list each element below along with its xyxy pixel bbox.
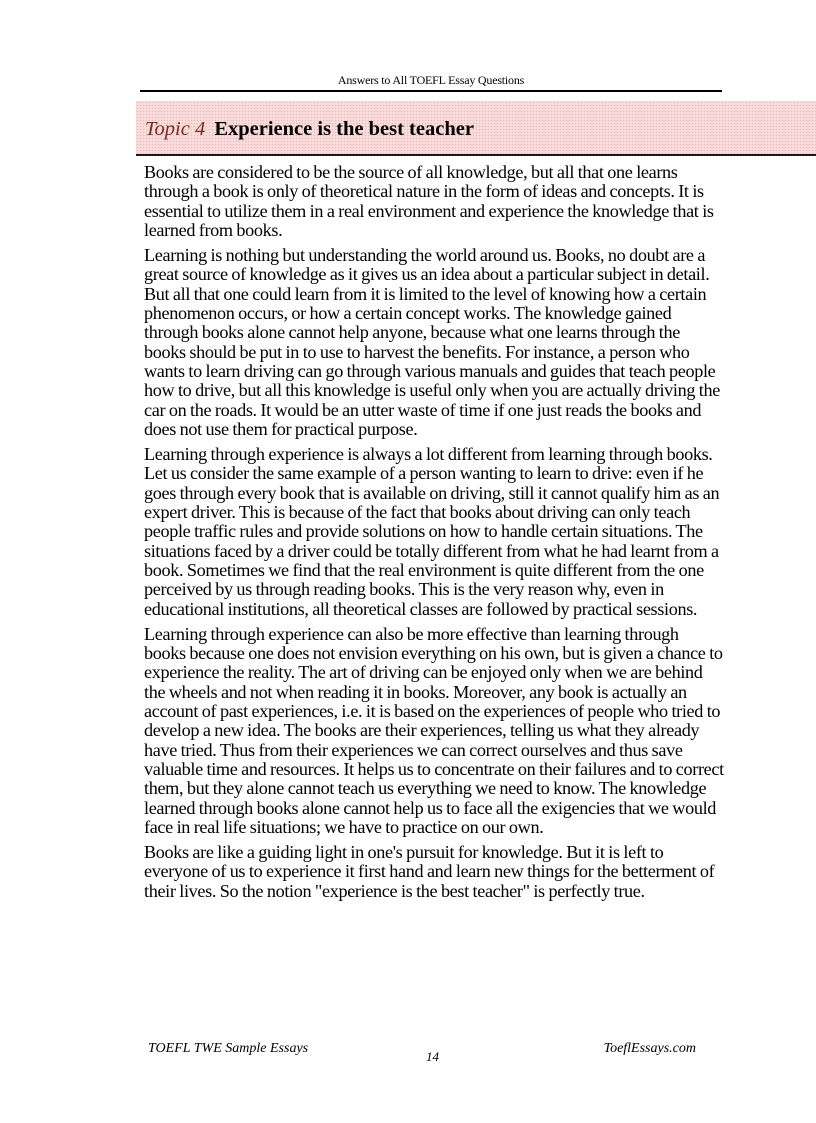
essay-paragraph: Learning is nothing but understanding the world around us. Books, no doubt are a great source of knowledge as it gives us an idea about a particular subject in detail. But all that one could learn from it is limited to the level of knowing how a certain phenomenon occurs, or how a certain concept works. The knowledge gained through books alone cannot help anyone, because what one learns through the books should be put in to use to harvest the benefits. For instance, a person who wants to learn driving can go through various manuals and guides that teach people how to drive, but all this knowledge is useful only when you are actually driving the car on the roads. It would be an utter waste of time if one just reads the books and does not use them for practical purpose. — [144, 245, 720, 439]
header-divider — [140, 90, 722, 92]
topic-label: Topic 4 — [145, 118, 206, 140]
essay-paragraph: Books are considered to be the source of all knowledge, but all that one learns through a book is only of theoretical nature in the form of ideas and concepts. It is essential to utilize them in a real environment and experience the knowledge that is learned from books. — [144, 162, 714, 240]
topic-heading — [145, 118, 474, 141]
topic-title: Experience is the best teacher — [214, 118, 474, 140]
essay-body — [144, 163, 724, 907]
essay-paragraph: Learning through experience is always a lot different from learning through books. Let us consider the same example of a person wanting to learn to drive: even if he goes through every book that is available on driving, still it cannot qualify him as an expert driver. This is because of the fact that books about driving can only teach people traffic rules and provide solutions on how to handle certain situations. The situations faced by a driver could be totally different from what he had learnt from a book. Sometimes we find that the real environment is quite different from the one perceived by us through reading books. This is the very reason why, even in educational institutions, all theoretical classes are followed by practical sessions. — [144, 444, 720, 619]
page-number: 14 — [426, 1049, 439, 1064]
essay-paragraph: Learning through experience can also be more effective than learning through books because one does not envision everything on his own, but is given a chance to experience the reality. The art of driving can be enjoyed only when we are behind the wheels and not when reading it in books. Moreover, any book is actually an account of past experiences, i.e. it is based on the experiences of people who tried to develop a new idea. The books are their experiences, telling us what they already have tried. Thus from their experiences we can correct ourselves and thus save valuable time and resources. It helps us to concentrate on their failures and to correct them, but they alone cannot teach us everything we need to know. The knowledge learned through books alone cannot help us to face all the exigencies that we would face in real life situations; we have to practice on our own. — [144, 623, 724, 837]
footer-publication: TOEFL TWE Sample Essays — [148, 1041, 309, 1056]
running-header: Answers to All TOEFL Essay Questions — [337, 73, 525, 87]
essay-paragraph: Books are like a guiding light in one's pursuit for knowledge. But it is left to everyone of us to experience it first hand and learn new things for the betterment of their lives. So the notion "experience is the best teacher" is perfectly true. — [144, 842, 715, 901]
topic-banner — [136, 101, 816, 156]
footer-website: ToeflEssays.com — [603, 1041, 696, 1056]
